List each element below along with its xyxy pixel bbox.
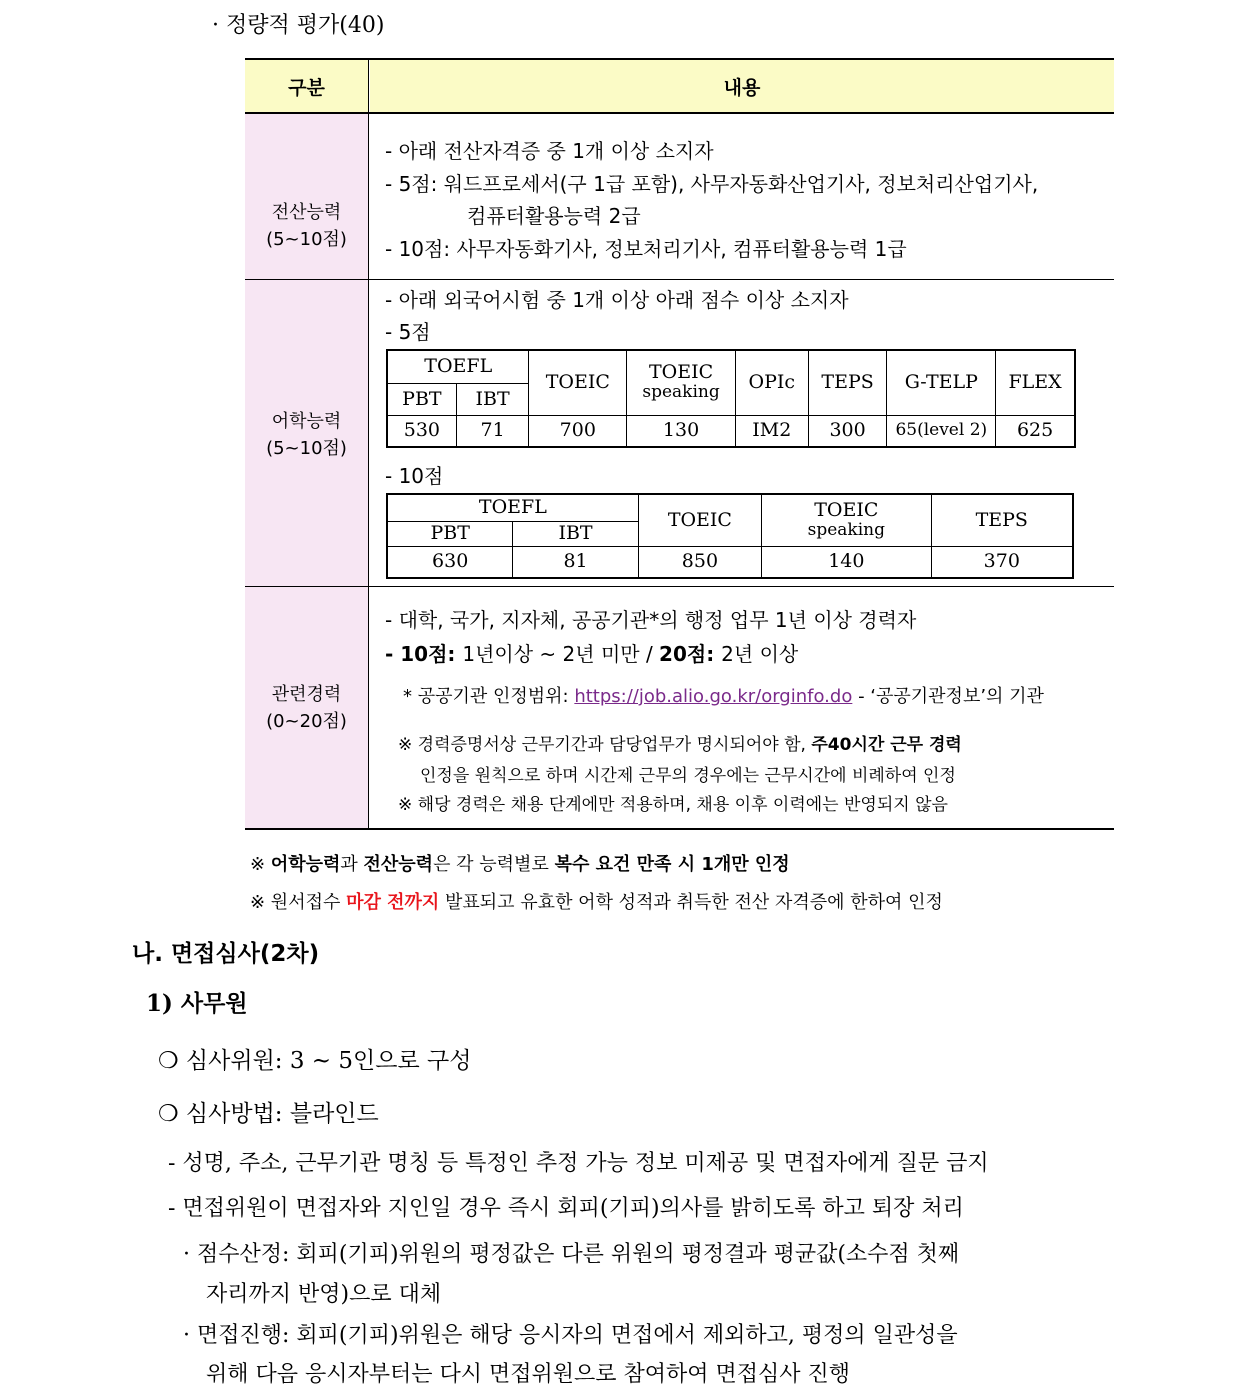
category-label: 관련경력: [271, 684, 342, 705]
interview-subheading: 1) 사무원: [146, 990, 248, 1017]
teps-cell: TEPS: [808, 350, 887, 415]
score-value: 81: [513, 546, 638, 578]
interview-point-2-cont: 위해 다음 응시자부터는 다시 면접위원으로 참여하여 면접심사 진행: [206, 1362, 851, 1387]
ibt-cell: IBT: [513, 521, 638, 546]
it-line-4: - 10점: 사무자동화기사, 정보처리기사, 컴퓨터활용능력 1급: [385, 237, 907, 261]
interview-detail-1: - 성명, 주소, 근무기관 명칭 등 특정인 추정 가능 정보 미제공 및 면접자에게 질문 금지: [168, 1151, 989, 1176]
table-column-divider: [368, 58, 369, 830]
toeic-cell: TOEIC: [529, 350, 627, 415]
category-label: 전산능력: [271, 201, 342, 223]
interview-point-1-cont: 자리까지 반영)으로 대체: [206, 1282, 442, 1307]
it-line-3: 컴퓨터활용능력 2급: [467, 204, 641, 228]
table-row-divider: [245, 586, 1114, 587]
interview-point-2: · 면접진행: 회피(기피)위원은 해당 응시자의 면접에서 제외하고, 평정의 일관성을: [183, 1323, 958, 1348]
toeic-speaking-cell: TOEIC speaking: [627, 350, 736, 415]
note-2: ※ 원서접수 마감 전까지 발표되고 유효한 어학 성적과 취득한 전산 자격증에 한하여 인정: [250, 892, 943, 913]
score-value: 140: [762, 546, 931, 578]
score-value: 300: [808, 415, 887, 447]
pbt-cell: PBT: [387, 521, 513, 546]
flex-cell: FLEX: [996, 350, 1075, 415]
note-1: ※ 어학능력과 전산능력은 각 능력별로 복수 요건 만족 시 1개만 인정: [250, 854, 790, 875]
teps-cell: TEPS: [931, 494, 1073, 546]
score-value: 625: [996, 415, 1075, 447]
score-value: 850: [638, 546, 761, 578]
score-value: 700: [529, 415, 627, 447]
it-line-1: - 아래 전산자격증 중 1개 이상 소지자: [385, 139, 714, 163]
toefl-cell: TOEFL: [387, 494, 638, 521]
score-value: 370: [931, 546, 1073, 578]
category-range: (0~20점): [266, 711, 347, 732]
score-value: 65(level 2): [887, 415, 996, 447]
category-career: [245, 588, 368, 828]
category-range: (5~10점): [266, 438, 347, 459]
lang-ten-label: - 10점: [385, 464, 444, 488]
career-remark-1b: 인정을 원칙으로 하며 시간제 근무의 경우에는 근무시간에 비례하여 인정: [420, 766, 956, 786]
score-value: 130: [627, 415, 736, 447]
score-table-5: [386, 349, 1076, 448]
ibt-cell: IBT: [456, 383, 529, 415]
header-category: 구분: [245, 60, 368, 112]
evaluation-table: [245, 58, 1114, 830]
career-remark-1: ※ 경력증명서상 근무기간과 담당업무가 명시되어야 함, 주40시간 근무 경력: [398, 735, 962, 755]
opic-cell: OPIc: [735, 350, 808, 415]
score-value: 630: [387, 546, 513, 578]
toeic-speaking-cell: TOEIC speaking: [762, 494, 931, 546]
table-header-divider: [245, 112, 1114, 114]
category-lang-label: [245, 282, 368, 588]
interview-bullet-1: ❍ 심사위원: 3 ~ 5인으로 구성: [158, 1048, 472, 1074]
career-line-1: - 대학, 국가, 지자체, 공공기관*의 행정 업무 1년 이상 경력자: [385, 608, 917, 632]
table-border-bottom: [245, 828, 1114, 830]
lang-five-label: - 5점: [385, 320, 431, 344]
pbt-cell: PBT: [387, 383, 456, 415]
interview-bullet-2: ❍ 심사방법: 블라인드: [158, 1101, 379, 1127]
score-value: 530: [387, 415, 456, 447]
category-label: 어학능력: [271, 411, 342, 432]
interview-detail-2: - 면접위원이 면접자와 지인일 경우 즉시 회피(기피)의사를 밝히도록 하고 퇴장 처리: [168, 1196, 964, 1221]
interview-heading: 나. 면접심사(2차): [132, 941, 320, 967]
alio-link[interactable]: https://job.alio.go.kr/orginfo.do: [574, 686, 853, 707]
toefl-cell: TOEFL: [387, 350, 529, 383]
toeic-cell: TOEIC: [638, 494, 761, 546]
table-border-top: [245, 58, 1114, 60]
header-content: 내용: [370, 60, 1114, 112]
interview-point-1: · 점수산정: 회피(기피)위원의 평정값은 다른 위원의 평정결과 평균값(소수점 첫째: [183, 1242, 960, 1267]
career-remark-2: ※ 해당 경력은 채용 단계에만 적용하며, 채용 이후 이력에는 반영되지 않음: [398, 795, 948, 815]
score-value: IM2: [735, 415, 808, 447]
table-row-divider: [245, 279, 1114, 280]
score-value: 71: [456, 415, 529, 447]
category-range: (5~10점): [266, 228, 347, 250]
lang-intro: - 아래 외국어시험 중 1개 이상 아래 점수 이상 소지자: [385, 288, 849, 312]
it-line-2: - 5점: 워드프로세서(구 1급 포함), 사무자동화산업기사, 정보처리산업기사,: [385, 172, 1039, 196]
section-label: · 정량적 평가(40): [212, 13, 385, 38]
career-note: * 공공기관 인정범위: https://job.alio.go.kr/orginfo.do - ‘공공기관정보’의 기관: [403, 686, 1044, 707]
gtelp-cell: G-TELP: [887, 350, 996, 415]
career-line-2: - 10점: 1년이상 ~ 2년 미만 / 20점: 2년 이상: [385, 642, 799, 666]
score-table-10: [386, 493, 1074, 579]
